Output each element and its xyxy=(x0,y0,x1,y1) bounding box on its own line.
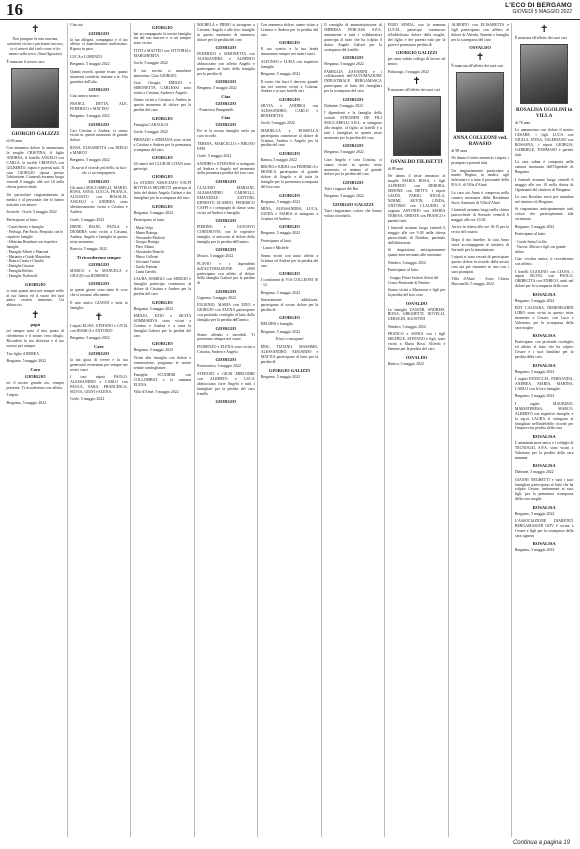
obituary-text: I dipendenti e la famiglia della società STRUMINI DE FILI MACCARELLI S.R.L. si stringono alla moglie, al figlio, ai fratelli e a tutti i famigliari in questo triste momento per la perdita del caro xyxy=(324,111,382,140)
obituary-text: Bergamo, 5 maggio 2022 xyxy=(324,62,364,67)
deceased-name: GIORGIO GALIZZI xyxy=(332,201,374,207)
cross-icon: ✝ xyxy=(539,24,549,35)
deceased-name: Caro xyxy=(93,343,104,349)
deceased-name: OSVALDO xyxy=(469,45,491,51)
deceased-name: ROSALISA xyxy=(532,333,556,339)
deceased-name: GIORGIO xyxy=(342,179,364,185)
obituary-text: Tuo figlio ANDREA xyxy=(6,351,39,356)
deceased-name: GIORGIO xyxy=(342,55,364,61)
deceased-name: OSVALDO xyxy=(405,300,428,306)
deceased-name: GIORGIO xyxy=(88,261,110,267)
obituary-text: I fratelli UGOLINO con LIANA, i nipoti SILVIO con PAOLO, ORIBECITA con ENRICO, uniti nel dolore per la scomparsa della cara xyxy=(514,269,574,289)
deceased-name: Ti ricorderemo sempre xyxy=(76,254,121,260)
obituary-text: L'amministratore unico e i colleghi di TECNOGAL S.P.A. sono vicini a Valeriano per la perdita della cara mamma xyxy=(514,440,574,460)
obituary-text: eri il nostro grande zio, sempre presente. Ti ricorderemo con affetto. xyxy=(6,380,65,390)
obituary-text: la tua gioia di vivere e la tua generosità resteranno per sempre nei nostri cuori. xyxy=(70,357,128,372)
obituary-text: ROSA, ELISABETTA con DIEGO e MARCO xyxy=(70,145,128,155)
obituary-text: FLAVIO e i dipendenti dell'AUTOMAZIONE 2000 partecipano con affetto al dolore della famiglia Galizzi per la perdita di xyxy=(197,261,255,286)
obituary-text: FIORENZO e ELENA sono vicini a Cristina, Andrea e Angelo. xyxy=(197,344,255,354)
obituary-text: Un particolare ringraziamento ai medici e al personale che lo hanno assistito con amore. xyxy=(6,192,65,207)
column-2 xyxy=(68,23,132,837)
obituary-text: Nembro, 5 maggio 2022 xyxy=(387,324,426,329)
deceased-name: GIORGIO xyxy=(215,45,237,51)
obituary-text: HELDER e famiglia xyxy=(260,322,293,327)
cross-icon: ✝ xyxy=(31,24,40,35)
obituary-text: I cugini FENUCCIA, FERNANDA, ANDREA, MARIA, MARINA, CARLO con le loro famiglie. xyxy=(514,377,574,391)
obituary-text: Siamo vicini con tanto affetto a Cristina ed Andrea per la perdita del caro xyxy=(260,253,319,268)
obituary-text: La cara zia Anna è composta nella camera mortuaria della Residenza Socio Sanitaria di Villa d'Almè. xyxy=(451,190,509,205)
deceased-name: GIORGIO xyxy=(215,288,237,294)
column-7 xyxy=(385,23,449,837)
obituary-text: Gorle, 5 maggio 2022 xyxy=(133,130,168,135)
deceased-name: ROSALISA xyxy=(532,541,556,547)
obituary-text: Tutti i ragazzi del Bar xyxy=(324,186,359,191)
obituary-text: Con immenso dolore lo annunciano la moglie CRISTINA, il figlio ANDREA, il fratello ANGELO con CARLA, le sorelle CRISTINA con GILBERTO, nipoti e parenti tutti. Il caro GIORGIO riposa presso l'abitazione. I funerali avranno luogo venerdì 6 maggio alle ore 10 nella chiesa parrocchiale. xyxy=(6,146,65,190)
obituary-text: - Laura e Michele xyxy=(260,246,289,251)
obituary-text: La cara salma è composta nella camera mortuaria dell'Ospedale di Bergamo. xyxy=(514,160,574,175)
obituary-text: I nipoti ELISA, STEFANO e LIVIA con JESSICA e ANTONIO xyxy=(70,324,128,333)
cross-icon: ✝ xyxy=(31,309,40,321)
obituary-text: Bergamo, 5 maggio 2022 xyxy=(70,114,110,119)
obituary-text: Bergamo, 5 maggio 2022 xyxy=(6,400,46,405)
obituary-text: Gli amici MACCARELLI, MARIO, ROSA, ANNA, LUCCA, FRANCA, AUGUSTO con ROSALIA, ANGELO e ANDREA sono affettuosamente vicini a Cristina e Andrea. xyxy=(70,185,128,215)
obituary-text: Gorle, 5 maggio 2022 xyxy=(197,154,232,159)
deceased-name: GIORGIO xyxy=(279,224,300,230)
deceased-name: ROSALISA xyxy=(532,463,556,469)
obituary-text: Partecipano al lutto: xyxy=(514,232,547,237)
obituary-text: STEFANO e GIUSI MIRCOBRI con ALBERTO e LUCA abbracciano forte Angelo e tutti i famigliari per la perdita del caro fratello xyxy=(197,371,255,396)
deceased-name: ROSALISA xyxy=(532,433,556,439)
obituary-text: Bergamo, 5 maggio 2022 xyxy=(70,158,110,163)
deceased-name: GIORGIO xyxy=(215,100,237,106)
deceased-name: Caro xyxy=(30,366,41,372)
obituary-text: I condomini di VIA COLLEONI 10 - 12 xyxy=(260,278,319,288)
obituary-text: Nembro, 5 maggio 2022 xyxy=(387,260,426,265)
obituary-text: È mancata all'affetto dei suoi cari xyxy=(514,36,567,40)
deceased-name: GIORGIO xyxy=(88,121,110,127)
column-5 xyxy=(258,23,322,837)
obituary-text: Gli amici del CLUB DI LITAN sono partecipi. xyxy=(133,162,192,171)
participant-list: - Mario Volpi - Mauro Bottega - Alessandro Michetti - Giorgio Bottega - Piero Albani - Alessandro Bianchi - Marco Colleoni - Giovanni Cattini - Guido Fontana - Linda Gavello xyxy=(133,225,165,274)
obituary-text: Bergamo, 5 maggio 2022 xyxy=(133,210,174,215)
obituary-text: Lo annunciano con dolore il marito CESARE, i figli LUCA con GIULIA, STINA, VALERIANO con ROSSANA, i nipoti GIORGIA, GABRIELE, TOMMASO e parenti tutti. xyxy=(514,128,574,157)
deceased-name: ROSALISA xyxy=(532,362,556,368)
obituary-text: È mancato il nostro caro xyxy=(6,59,45,64)
obituary-text: FRANCI, DETTA, ALE, FEDERICO e MATTEO xyxy=(70,101,128,111)
deceased-name: GIORGIO xyxy=(215,399,237,404)
obituary-text: MINA, ALESSANDRA, LUCA, GUIDA e MARIA si stringono a Cristina ed Andrea. xyxy=(260,207,319,221)
obituary-text: LUCA e LORENZO xyxy=(70,54,103,59)
participant-list: - Corale Santa Cecilia - Nuccia, Alberto e figli con grande dolore xyxy=(514,239,566,254)
obituary-text: di 98 anni xyxy=(451,148,467,153)
obituary-name: ANNA COLLEONI ved. RAVASIO xyxy=(452,134,508,147)
obituary-text: Partecipano al lutto: xyxy=(6,217,38,222)
deceased-name: ROSALISA xyxy=(532,504,556,510)
deceased-name: GIORGIO xyxy=(279,315,300,321)
obituary-text: Bergamo, 5 maggio 2022 xyxy=(260,72,301,77)
deceased-name: GIORGIO xyxy=(88,350,110,356)
obituary-text: CLAUDIO MARIANI, ALESSANDRO CARNELLI, EMANUELE ZATTONI, ERNESTO SUARDO, FEDERICO CAFFI e i compagni di classe sono vicini ad Andrea e famiglia. xyxy=(197,185,255,215)
obituary-text: MICHELA e PIERO si stringono a Cristina, Angelo e alle loro famiglie in questo momento di immenso dolore per la perdita del caro xyxy=(197,23,255,42)
obituary-text: FEDERICO e SIMONETTA con ALESSANDRA e ALBERTO abbracciano con affetto Angelo e partecipano al lutto della famiglia per la perdita di xyxy=(197,52,255,76)
obituary-text: Brescia, 5 maggio 2022 xyxy=(70,247,108,252)
deceased-name: Ciao xyxy=(221,93,231,99)
quote-text: Non piangete la mia assenza, sentitemi vicino e parlatemi ancora, io vi amerò dal cielo come vi ho amato sulla terra. (Sant'Agostino) xyxy=(7,37,64,56)
obituary-text: Caro Angelo e cara Cristina, ci siamo vicini in questo triste momento, ci uniamo al grande dolore per la perdita del caro xyxy=(324,157,382,177)
photo-rosalisa-ugolini xyxy=(520,44,568,104)
deceased-name: GIORGIO xyxy=(88,281,110,287)
deceased-name: GIORGIO xyxy=(24,373,46,379)
obituary-text: I funerali avranno luogo nella chiesa parrocchiale di Sorisole venerdì 6 maggio alle ore 10:30. xyxy=(451,208,509,222)
obituary-text: - Francesco Bampinelli xyxy=(197,107,234,112)
obituary-text: Per te la nostra famiglia serbi un caro ricordo. xyxy=(197,129,255,139)
deceased-name: GIORGIO xyxy=(279,150,300,156)
obituary-text: EMILIO, EZIO e SILVIA SOMMARIVA sono vicini a Cristina e Andrea e a tutta la famiglia Galizzi per la perdita del caro xyxy=(133,314,192,338)
participant-list: - Gruppo Pittori Scultori Artisti del Centro Pensionati di Nembro xyxy=(387,275,439,285)
deceased-name: GIORGIO xyxy=(215,218,237,223)
obituary-text: Partecipano al lutto: xyxy=(387,268,420,273)
obituary-text: Quanti ricordi, quante risate, quanti momenti condivisi insieme a te. Ora guardaci dall'alto. xyxy=(70,69,128,84)
deceased-name: GIORGIO xyxy=(88,87,110,93)
obituary-text: Gorle, 5 maggio 2022 xyxy=(70,217,105,222)
deceased-name: GIORGIO xyxy=(88,30,110,36)
deceased-name: GIORGIO xyxy=(215,178,237,184)
obituary-text: Gorle, 5 maggio 2022 xyxy=(260,121,295,126)
obituary-text: TITTI e MATTEO con VITTORIA e MARGHERITA xyxy=(133,48,192,58)
obituary-text: di 76 anni xyxy=(514,120,531,125)
column-9 xyxy=(512,23,576,837)
obituary-text: I funerali avranno luogo venerdì 6 maggio alle ore 9:30 nella chiesa parrocchiale di Nembro, partendo dall'abitazione. xyxy=(387,226,446,245)
newspaper-masthead xyxy=(505,2,572,15)
obituary-text: FRANCO e SONIA con i figli MICHELE, STEFANO e figli, sono vicini a Maria Rosa, Alfredo e Simone per la perdita del caro xyxy=(387,332,446,352)
obituary-text: Bergamo, 5 maggio 2022 xyxy=(514,394,555,399)
obituary-text: Ponteranica, 5 maggio 2022 xyxy=(197,364,241,369)
obituary-text: Urgnano, 5 maggio 2022 xyxy=(197,295,236,300)
obituary-name: ROSALISA UGOLINI in VILLA xyxy=(516,106,573,119)
obituary-text: Il vuoto che lasci è davvero grande ma noi saremo vicini a Cristina, Andrea e ai tuoi fratelli cari. xyxy=(260,79,319,94)
obituary-text: Ranica, 5 maggio 2022 xyxy=(260,157,297,162)
obituary-text: Bergamo, 5 maggio 2022 xyxy=(70,62,110,67)
deceased-name: GIORGIO xyxy=(151,174,173,180)
obituary-text: Ciao zio xyxy=(70,23,84,27)
obituary-text: Bergamo, 5 maggio 2022 xyxy=(260,290,301,295)
deceased-name: GIORGIO xyxy=(215,325,237,331)
photo-anna-colleoni xyxy=(456,72,504,132)
obituary-text: Famiglia SCUDIERI con COLLOMBAT e la mamma ELENA. xyxy=(133,373,192,387)
obituary-text: Ne danno il triste annuncio la moglie MARIA ROSA, i figli ALFREDO con DEBORA, SIMONE con BETTY, i nipoti GIADA, FABIO, NICOLA, NOEMI, KEVIN, LINDA, ANTONIO con CLAUDIO, il cognato ANTONIO con MARIA TERESA, ORESTE con FRANCO e parenti tutti. xyxy=(387,174,446,223)
newspaper-name: L'ECO DI BERGAMO xyxy=(505,2,572,9)
page-number: 16 xyxy=(6,0,23,19)
photo-osvaldo-filisetti xyxy=(393,96,441,156)
obituary-text: Partecipano al lutto: xyxy=(260,238,293,243)
obituary-text: hai accompagnato la nostra famiglia sin dal suo nascere e ci sei sempre stato vicino. xyxy=(133,31,192,46)
obituary-text: Il tuo sorriso e la tua bontà rimarranno sempre nei nostri cuori. xyxy=(260,47,319,57)
obituary-text: sei sempre stato il mio punto di riferimento e il nostro vero rifugio. Ricorderò la tua dolcezza e il tuo sorriso per sempre. xyxy=(6,329,65,349)
obituary-text: I cugini MAURIZIO, MARIATERESA, MARCO, ALBERTO con rispettive famiglie, e la sig.ra LAURA si stringono ai famigliari nell'indelebile ricordo per l'improvvisa perdita della cara xyxy=(514,401,574,431)
obituary-text: Vicini alla famiglia con dolore e commozione, porgiamo le nostre sentite condoglianze. xyxy=(133,355,192,370)
obituary-text: Villa d'Almè, 5 maggio 2022 xyxy=(133,390,179,395)
obituary-text: Dalmine, 5 maggio 2022 xyxy=(324,103,363,108)
quote-text: Tu sarai il ricordo più bello, la luce che ci accompagnerà. xyxy=(71,165,127,175)
obituary-text: Bergamo, 5 maggio 2022 xyxy=(260,199,301,204)
deceased-name: GIORGIO xyxy=(215,79,237,85)
obituary-text: in questi giorni sono tante le cose che ci tornano alla mente. xyxy=(70,288,128,298)
deceased-name: papà xyxy=(30,322,41,328)
obituary-text: Bergamo, 5 maggio 2022 xyxy=(6,359,46,364)
deceased-name: GIORGIO xyxy=(88,178,110,184)
column-3 xyxy=(131,23,195,837)
column-8 xyxy=(449,23,513,837)
obituary-text: Gorle, 5 maggio 2022 xyxy=(70,397,105,402)
obituary-text: MARCO e la MANUELA e GIULIO con ROBERTA xyxy=(70,268,128,278)
obituary-text: EUGENIO, MARIA con EZIO e GIORGIO con ELENA partecipano con profondo cordoglio al lutto della famiglia per la perdita dell'amico xyxy=(197,303,255,323)
deceased-name: GIORGIO GALIZZI xyxy=(268,367,311,373)
deceased-name: ROSALISA xyxy=(532,291,556,297)
obituary-text: Bergamo, 5 maggio 2022 xyxy=(260,374,301,379)
obituary-text: per anni valido collega di lavoro ed amico. xyxy=(387,57,446,67)
obituary-text: Bergamo, 5 maggio 2022 xyxy=(260,231,301,236)
obituary-name: OSVALDO FILISETTI xyxy=(390,158,443,165)
obituary-text: Ranica, 5 maggio 2022 xyxy=(387,361,424,366)
obituary-text: IRENE, BIANI, PAOLA e DIOMIRA sono vicini a Cristina, Andrea, Angelo e famiglia in questo triste momento. xyxy=(70,225,128,244)
obituary-text: Ne danno il triste annuncio i nipoti, i pronipoti e parenti tutti. xyxy=(451,156,509,166)
obituary-text: Con immenso dolore, siamo vicini a Cristina e Andrea per la perdita del caro xyxy=(260,23,319,37)
obituary-text: Si ringraziano anticipatamente quanti interverranno alle onoranze. xyxy=(387,248,446,258)
deceased-name: GIORGIO xyxy=(342,143,364,149)
obituary-text: Bergamo, 5 maggio 2022 xyxy=(324,150,364,155)
deceased-name: GIORGIO GALIZZI xyxy=(395,50,438,56)
obituary-text: Siamo vicini a Cristina e Andrea in questo momento di dolore per la perdita del caro xyxy=(133,98,192,113)
obituary-text: Sinceramente addolorati, partecipano al vostro dolore per la perdita di xyxy=(260,298,319,312)
deceased-name: GIORGIO xyxy=(151,155,173,161)
obituary-text: di 89 anni xyxy=(387,166,404,171)
obituary-text: Palazzago, 5 maggio 2022 xyxy=(387,69,429,74)
deceased-name: GIORGIO xyxy=(215,357,237,363)
obituary-text: Famiglia CARAGLIA xyxy=(133,122,169,127)
obituary-text: Bergamo, 5 maggio 2022 xyxy=(70,336,110,341)
obituary-text: Il consiglio di amministrazione di IMPRESA FERCASS S.P.A. unitamente a tutti i collaboratori partecipa al lutto che ha colpito il dottor Angelo Galizzi per la scomparsa del fratello xyxy=(324,23,382,52)
obituary-text: Villa d'Almè - Sotto Chiesa Baccanello, 5 maggio 2022 xyxy=(451,277,509,287)
obituary-text: I nipoti xyxy=(6,393,18,397)
obituary-text: ERIC, TIZIANO, MASSIMO, ALESSANDRO, EDOARDO e MATTIA partecipano al lutto per la perdita di xyxy=(260,345,319,365)
deceased-name: OSVALDO xyxy=(405,354,428,360)
obituary-text: I nipoti si sono cercati di partecipare questo dolore in ricordo della nostra cara zia per rimanere in uno con i suoi pronipoti. xyxy=(451,255,509,274)
obituary-text: Bergamo, 5 maggio 2022 xyxy=(514,548,555,553)
obituary-text: Bergamo, 5 maggio 2022 xyxy=(514,224,555,229)
deceased-name: GIORGIO xyxy=(279,271,300,277)
deceased-name: GIORGIO xyxy=(215,122,237,128)
obituary-text: I funerali avranno luogo venerdì 6 maggio alle ore 10 nella chiesa di Ognissanti del cimitero di Bergamo. xyxy=(514,177,574,192)
obituary-text: Bergamo, 5 maggio 2022 xyxy=(197,86,237,91)
obituary-text: Bergamo, 5 maggio 2022 xyxy=(514,298,555,303)
obituary-text: Un ringraziamento particolare a madre Regina, ai medici, agli infermieri e a tutto il personale della R.S.A. di Villa d'Almè. xyxy=(451,168,509,188)
obituary-name: GIORGIO GALIZZI xyxy=(11,130,59,137)
quote-text: Tristi e rassegnati xyxy=(275,337,304,342)
obituary-text: L'ASSOCIAZIONE DIABETICI BERGAMASCHI ODV è vicina a Cesare e figli per la scomparsa della cara signora xyxy=(514,519,574,538)
obituary-text: MARIELLA e ROSSELLA partecipano commosse al dolore di Cristina, Andrea e Angelo per la perdita del caro xyxy=(260,128,319,148)
photo-giorgio-galizzi xyxy=(11,68,59,128)
obituary-text: Dalmine, 5 maggio 2022 xyxy=(514,470,554,475)
obituary-text: SANDRO e STEFANIA si stringono ad Andrea e Angelo nel momento della prematura perdita del loro caro xyxy=(197,161,255,176)
obituary-text: Dopo il rito funebre, la cara Anna verrà accompagnata al cimitero di Sorisole per la tumulazione. xyxy=(451,237,509,252)
obituary-text: BRUNO e KIKKI con FEDERICA e MONICA partecipano al grande dolore di Angelo e di tutta la famiglia per la prematura scomparsa del loro caro xyxy=(260,165,319,190)
obituary-text: Arrivo in chiesa alle ore 10:15 per la recita del rosario. xyxy=(451,225,509,235)
obituary-text: Bergamo, 5 maggio 2022 xyxy=(324,194,364,199)
deceased-name: GIORGIO xyxy=(24,281,46,287)
deceased-name: GIORGIO xyxy=(151,341,173,347)
obituary-text: Siamo affranti e increduli. Ti porteremo sempre nel cuore. xyxy=(197,332,255,342)
deceased-name: GIORGIO xyxy=(342,96,364,102)
obituary-text: EDY CALDARA, DIMENEGHINI LIBIO sono vicini in questo triste momento a Cesare, con Luca e Valeriano, per la scomparsa della cara moglie xyxy=(514,306,574,330)
obituary-text: È mancata all'affetto dei suoi cari xyxy=(451,63,504,68)
deceased-name: GIORGIO xyxy=(279,40,300,46)
obituary-text: Cari Cristina e Andrea, vi siamo vicini in questo momento di grande dolore. xyxy=(70,128,128,143)
obituary-text: Bergamo, 5 maggio 2022 xyxy=(260,329,301,334)
deceased-name: GIORGIO xyxy=(279,96,300,102)
obituary-text: Partecipano con profondo cordoglio ed affetto al lutto che ha colpito Cesare e i suoi familiari per la perdita della cara xyxy=(514,340,574,360)
obituary-text: Bergamo, 5 maggio 2022 xyxy=(514,369,555,374)
obituary-text: GIANNI NEGRETTI e tutti i suoi famigliari partecipano al lutto che ha colpito Cesare, unitamente ai suoi figli, per la prematura scomparsa della cara moglie xyxy=(514,477,574,502)
obituary-text: FAMIGLIA ZANARINI e i collaboratori dell'AUTOMAZIONE INDUSTRIALE BERGAMASCA partecipano al lutto dei famigliari per la scomparsa del caro xyxy=(324,69,382,94)
obituary-text: Le famiglie ZANCHI, ANDREIS, BONA, GRIGHETTI, NOVELLI, GEROLDI, AGOSTINI xyxy=(387,307,446,322)
obituary-text: PIERADO e ADRIANA sono vicini a Cristina e Andrea per la prematura scomparsa del caro xyxy=(133,137,192,152)
cross-icon: ✝ xyxy=(94,312,104,324)
participant-list: - Casati Imerio e famiglia - Pierluigi, Pier Paolo, Pierpaolo con le rispettive famiglie - Albertina Bonalumi con rispettive famiglie - Famiglia Alberti e Manzoni - Mariarita e Guido Mazzoleni - Bianca Cassia e Claudio - Famiglia Gavazzi - Famiglia Reffaio - Famiglia Tiraboschi xyxy=(6,225,63,279)
obituary-text: Bergamo, 5 maggio 2022 xyxy=(133,306,174,311)
cross-icon: ✝ xyxy=(412,76,421,88)
obituary-text: I tuoi nipoti PAOLO, ALESSANDRO e CARLO con PAOLA, SARA, FRANCESCA, SILVIA, GIUSI e ELENA. xyxy=(70,375,128,394)
deceased-name: GIORGIO xyxy=(151,115,173,121)
obituary-text: Siamo vicini a Mariarosa e figli per la perdita del loro caro xyxy=(387,288,446,298)
obituary-text: ALFONSO e LUISA con rispettive famiglie. xyxy=(260,59,319,69)
issue-date: GIOVEDÌ 5 MAGGIO 2022 xyxy=(512,9,572,15)
obituary-text: ALBERTO con ELISABETTA e figli partecipano con affetto al dolore di Alfredo, Simone e famiglia per la scomparsa del caro xyxy=(451,23,509,42)
obituary-text: di 69 anni xyxy=(6,138,23,143)
obituary-text: LAURA SOMIGLI con SERGIO e famiglia partecipa commossa al dolore di Cristina e Andrea per la perdita del caro xyxy=(133,277,192,297)
obituary-text: Il mio amico GIANNI e tutta la famiglia. xyxy=(70,300,128,310)
obituary-text: Ciao vecchia amica, ti ricorderemo con affetto. xyxy=(514,257,574,266)
deceased-name: GIORGIO xyxy=(151,24,173,30)
deceased-name: GIORGIO xyxy=(279,192,300,198)
obituary-text: io tutti quanti ansi noi sempre nello al tuo fianco ed il vuoto dei tuoi amici resterà immenso. Un abbraccio. xyxy=(6,288,65,308)
obituary-text: Ciao amico nostro. xyxy=(70,94,100,99)
cross-icon: ✝ xyxy=(475,51,485,63)
deceased-name: GIORGIO xyxy=(151,203,173,209)
deceased-name: GIORGIO xyxy=(151,299,173,305)
column-4 xyxy=(195,23,259,837)
obituary-text: Gorle, 5 maggio 2022 xyxy=(133,61,168,66)
obituary-text: TERESA, MARCELLO e BRUNO EPIS xyxy=(197,141,255,151)
deceased-name: GIORGIO xyxy=(215,247,237,253)
obituary-text: Sorisole - Gorle, 5 maggio 2022 xyxy=(6,210,57,215)
obituary-text: Bergamo, 5 maggio 2022 xyxy=(514,511,555,516)
deceased-name: Ciao xyxy=(221,115,231,121)
column-1 xyxy=(4,23,68,837)
obituary-text: SILVIA e ANDREA con ALESSANDRO, CARLO e BENEDETTA xyxy=(260,103,319,118)
obituary-text: Ciao Giorgio, EMILIO e SIMONETTA CARLESSI sono vicini a Cristina, Andrea e Angelo. xyxy=(133,81,192,95)
obituary-text: Il tuo sorriso ci mancherà tantissimo. Ciao GIORGIO. xyxy=(133,68,192,78)
obituary-text: Bergamo, 5 maggio 2022 xyxy=(133,348,174,353)
continued-note: Continua a pagina 19 xyxy=(512,840,570,846)
obituary-text: Lo STUDIO ASSOCIATO VOLPI BOTTEGA MICHETTI partecipa al lutto del dottor Angelo Galizzi e dei famigliari per la scomparsa del caro xyxy=(133,181,192,201)
obituary-text: PIERINO e GUSTAVO CORTINOVIS, con le rispettive famiglie, si uniscono al dolore della famiglia per la perdita dell'amico xyxy=(197,225,255,244)
obituary-text: Partecipano al lutto: xyxy=(133,218,165,223)
obituary-text: ENZO SPADA, con la mamma LUCIA, partecipa commosso all'addolorato dolore della moglie, del figlio e dei parenti tutti per la grave e prematura perdita di xyxy=(387,23,446,47)
obituary-text: La cara Rosalisa verrà poi tumulata nel cimitero di Bergamo. xyxy=(514,195,574,204)
obituary-text: Mozzo, 5 maggio 2022 xyxy=(197,254,234,259)
obituary-text: È mancato all'affetto dei suoi cari xyxy=(387,88,440,93)
column-6 xyxy=(322,23,386,837)
page-header xyxy=(0,0,580,20)
obituary-text: Si ringraziano anticipatamente tutti coloro che parteciperanno alla cerimonia. xyxy=(514,207,574,222)
obituary-text: Tutti ringraziano coloro che hanno voluto ricordarlo. xyxy=(324,208,382,218)
obituary-text: la tua allegria, compagnia e il tuo affetto ci mancheranno moltissimo. Riposa in pace. xyxy=(70,37,128,52)
obituary-columns xyxy=(4,23,576,837)
